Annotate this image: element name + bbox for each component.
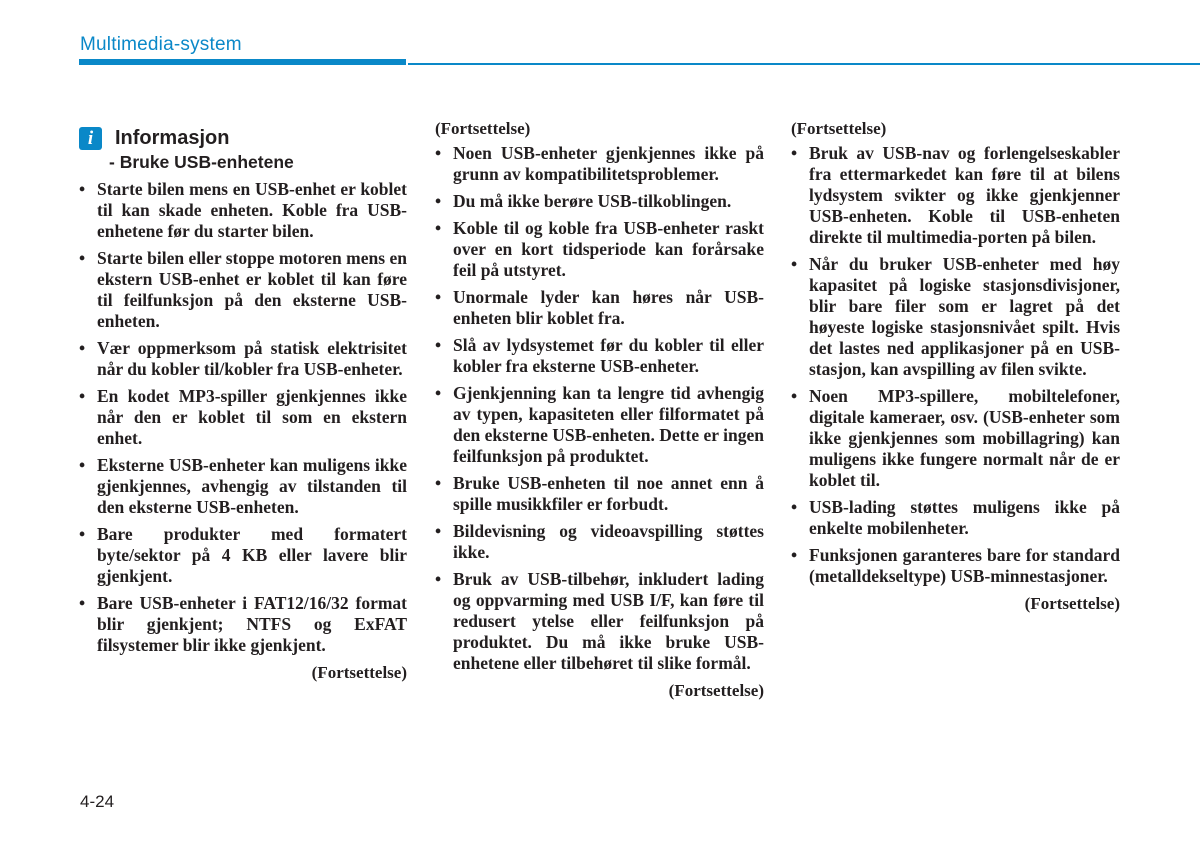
list-item: • Når du bruker USB-enheter med høy kapasitet på logiske stasjonsdivisjoner, blir bare filer som er lagret på det høyeste logiske stasjonsnivået spilt. Hvis det lastes ned applikasjoner på en USB-stasjon, kan avspilling av filen svikte.: [791, 254, 1120, 380]
list-item: • Bare USB-enheter i FAT12/16/32 format blir gjenkjent; NTFS og ExFAT filsystemer blir ikke gjenkjent.: [79, 593, 407, 656]
header-rule-thick: [79, 59, 406, 65]
column-3: [791, 118, 1120, 614]
column-2: [435, 118, 764, 701]
list-item: • Bruke USB-enheten til noe annet enn å spille musikkfiler er forbudt.: [435, 473, 764, 515]
list-item: • Bildevisning og videoavspilling støttes ikke.: [435, 521, 764, 563]
header-rule-thin: [408, 63, 1200, 65]
list-item: • Du må ikke berøre USB-tilkoblingen.: [435, 191, 764, 212]
bullet-list: [79, 179, 407, 656]
list-item: • Bruk av USB-nav og forlengelseskabler fra ettermarkedet kan føre til at bilens lydsystem svikter og ikke gjenkjenner USB-enheten. Koble til USB-enheten direkte til multimedia-porten på bilen.: [791, 143, 1120, 248]
list-item: • Noen MP3-spillere, mobiltelefoner, digitale kameraer, osv. (USB-enheter som ikke gjenkjennes som mobillagring) kan muligens ikke fungere normalt når de er koblet til.: [791, 386, 1120, 491]
list-item: • Gjenkjenning kan ta lengre tid avhengig av typen, kapasiteten eller filformatet på den eksterne USB-enheten. Dette er ingen feilfunksjon på produktet.: [435, 383, 764, 467]
list-item: • Starte bilen eller stoppe motoren mens en ekstern USB-enhet er koblet til kan føre til feilfunksjon på den eksterne USB-enheten.: [79, 248, 407, 332]
list-item: • En kodet MP3-spiller gjenkjennes ikke når den er koblet til som en ekstern enhet.: [79, 386, 407, 449]
info-subtitle: - Bruke USB-enhetene: [109, 152, 294, 172]
list-item: • Vær oppmerksom på statisk elektrisitet når du kobler til/kobler fra USB-enheter.: [79, 338, 407, 380]
list-item: • Slå av lydsystemet før du kobler til eller kobler fra eksterne USB-enheter.: [435, 335, 764, 377]
bullet-list: [435, 143, 764, 674]
continued-from-label: (Fortsettelse): [791, 119, 887, 138]
continued-from-label: (Fortsettelse): [435, 119, 531, 138]
section-title: Multimedia-system: [80, 34, 242, 55]
list-item: • Eksterne USB-enheter kan muligens ikke gjenkjennes, avhengig av tilstanden til den eksterne USB-enheten.: [79, 455, 407, 518]
list-item: • Bruk av USB-tilbehør, inkludert lading og oppvarming med USB I/F, kan føre til redusert ytelse eller feilfunksjon på produktet. Du må ikke bruke USB-enhetene eller tilbehøret til slike formål.: [435, 569, 764, 674]
list-item: • USB-lading støttes muligens ikke på enkelte mobilenheter.: [791, 497, 1120, 539]
column-1: [79, 126, 407, 683]
continued-label: (Fortsettelse): [311, 663, 407, 682]
info-icon: i: [79, 127, 102, 150]
page-number: 4-24: [80, 792, 115, 811]
continued-label: (Fortsettelse): [1024, 594, 1120, 613]
list-item: • Funksjonen garanteres bare for standard (metalldekseltype) USB-minnestasjoner.: [791, 545, 1120, 587]
list-item: • Koble til og koble fra USB-enheter raskt over en kort tidsperiode kan forårsake feil på utstyret.: [435, 218, 764, 281]
list-item: • Noen USB-enheter gjenkjennes ikke på grunn av kompatibilitetsproblemer.: [435, 143, 764, 185]
continued-label: (Fortsettelse): [668, 681, 764, 700]
list-item: • Unormale lyder kan høres når USB-enheten blir koblet fra.: [435, 287, 764, 329]
bullet-list: [791, 143, 1120, 587]
info-heading: [79, 126, 407, 150]
list-item: • Starte bilen mens en USB-enhet er koblet til kan skade enheten. Koble fra USB-enhetene før du starter bilen.: [79, 179, 407, 242]
info-title: Informasjon: [115, 127, 230, 149]
list-item: • Bare produkter med formatert byte/sektor på 4 KB eller lavere blir gjenkjent.: [79, 524, 407, 587]
